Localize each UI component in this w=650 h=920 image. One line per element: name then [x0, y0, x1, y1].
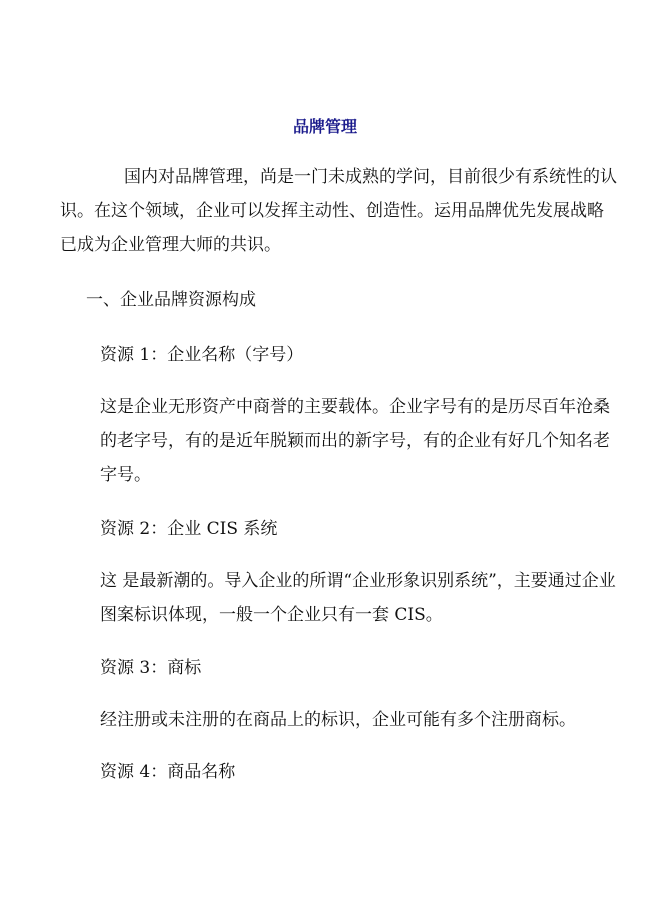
- resource-1-body: 这是企业无形资产中商誉的主要载体。企业字号有的是历尽百年沧桑的老字号，有的是近年脱颖而出的新字号，有的企业有好几个知名老字号。: [100, 397, 610, 485]
- resource-1-label: 资源 1：企业名称（字号）: [100, 345, 304, 365]
- resource-3-label: 资源 3：商标: [100, 658, 202, 678]
- section-heading: 一、企业品牌资源构成: [86, 290, 256, 310]
- resource-2-label: 资源 2：企业 CIS 系统: [100, 519, 278, 539]
- document-title: 品牌管理: [292, 117, 357, 136]
- resource-2-body: 这 是最新潮的。导入企业的所谓“企业形象识别系统”，主要通过企业图案标识体现，一般一个企业只有一套 CIS。: [100, 571, 616, 625]
- resource-4-label: 资源 4：商品名称: [100, 762, 236, 782]
- resource-3-body: 经注册或未注册的在商品上的标识，企业可能有多个注册商标。: [100, 710, 576, 730]
- intro-paragraph: 国内对品牌管理，尚是一门未成熟的学问，目前很少有系统性的认识。在这个领域，企业可以发挥主动性、创造性。运用品牌优先发展战略已成为企业管理大师的共识。: [60, 167, 617, 255]
